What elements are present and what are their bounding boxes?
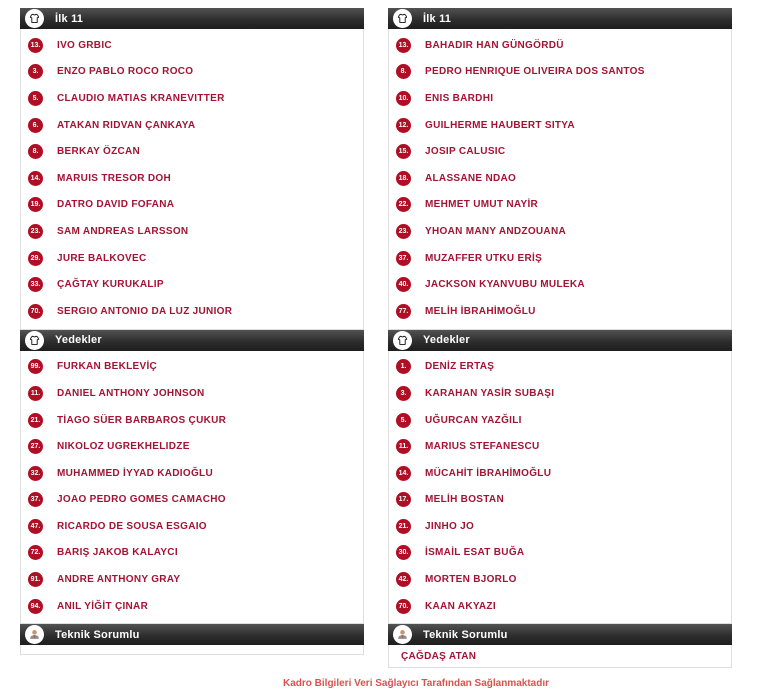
player-name: CLAUDIO MATIAS KRANEVITTER (57, 92, 225, 104)
player-number-badge: 21. (28, 413, 43, 428)
player-name: İSMAİL ESAT BUĞA (425, 547, 525, 559)
player-row[interactable] (21, 354, 363, 381)
player-row[interactable] (389, 192, 731, 219)
home-coach-header (20, 624, 364, 645)
player-number-badge: 13. (28, 38, 43, 53)
player-name: ANDRE ANTHONY GRAY (57, 574, 181, 586)
player-name: JURE BALKOVEC (57, 252, 147, 264)
lineup-columns (20, 8, 732, 668)
player-row[interactable] (389, 354, 731, 381)
player-row[interactable] (21, 593, 363, 620)
player-number-badge: 37. (28, 492, 43, 507)
player-number-badge: 37. (396, 251, 411, 266)
player-row[interactable] (389, 138, 731, 165)
player-row[interactable] (389, 460, 731, 487)
player-row[interactable] (21, 566, 363, 593)
player-number-badge: 14. (396, 466, 411, 481)
away-subs-header (388, 330, 732, 351)
player-name: KARAHAN YASİR SUBAŞI (425, 387, 555, 399)
home-coach-body (20, 645, 364, 655)
player-name: DENİZ ERTAŞ (425, 361, 495, 373)
player-number-badge: 72. (28, 545, 43, 560)
player-number-badge: 8. (28, 144, 43, 159)
player-number-badge: 10. (396, 91, 411, 106)
player-name: BAHADIR HAN GÜNGÖRDÜ (425, 39, 564, 51)
player-number-badge: 23. (28, 224, 43, 239)
player-row[interactable] (21, 192, 363, 219)
home-subs-list (20, 351, 364, 625)
player-name: RICARDO DE SOUSA ESGAIO (57, 520, 207, 532)
player-number-badge: 17. (396, 492, 411, 507)
footer-note: Kadro Bilgileri Veri Sağlayıcı Tarafından Sağlanmaktadır (283, 678, 550, 689)
player-number-badge: 21. (396, 519, 411, 534)
coach-name[interactable]: ÇAĞDAŞ ATAN (401, 650, 477, 662)
player-name: PEDRO HENRIQUE OLIVEIRA DOS SANTOS (425, 66, 645, 78)
player-number-badge: 5. (28, 91, 43, 106)
player-row[interactable] (389, 593, 731, 620)
player-name: MUZAFFER UTKU ERİŞ (425, 252, 543, 264)
section-title: Teknik Sorumlu (423, 628, 508, 641)
player-row[interactable] (21, 218, 363, 245)
player-name: KAAN AKYAZI (425, 600, 496, 612)
home-starting-header (20, 8, 364, 29)
section-title: Yedekler (55, 334, 102, 347)
away-starting-list (388, 29, 732, 330)
player-name: UĞURCAN YAZĞILI (425, 414, 522, 426)
player-row[interactable] (389, 85, 731, 112)
player-name: JOAO PEDRO GOMES CAMACHO (57, 494, 226, 506)
player-row[interactable] (389, 487, 731, 514)
player-row[interactable] (21, 298, 363, 325)
player-name: MEHMET UMUT NAYİR (425, 199, 539, 211)
section-title: İlk 11 (55, 12, 84, 25)
player-row[interactable] (21, 460, 363, 487)
player-row[interactable] (389, 407, 731, 434)
player-row[interactable] (389, 271, 731, 298)
player-number-badge: 5. (396, 413, 411, 428)
player-row[interactable] (389, 32, 731, 59)
player-row[interactable] (389, 380, 731, 407)
player-number-badge: 91. (28, 572, 43, 587)
player-number-badge: 12. (396, 118, 411, 133)
player-row[interactable] (389, 218, 731, 245)
player-row[interactable] (389, 540, 731, 567)
player-name: MUHAMMED İYYAD KADIOĞLU (57, 467, 213, 479)
player-row[interactable] (21, 85, 363, 112)
player-row[interactable] (21, 32, 363, 59)
player-name: TİAGO SÜER BARBAROS ÇUKUR (57, 414, 227, 426)
player-name: DANIEL ANTHONY JOHNSON (57, 387, 205, 399)
jersey-icon (25, 331, 44, 350)
coach-person-icon (25, 625, 44, 644)
player-row[interactable] (389, 165, 731, 192)
player-number-badge: 11. (28, 386, 43, 401)
player-name: JOSIP CALUSIC (425, 146, 506, 158)
player-row[interactable] (21, 59, 363, 86)
player-name: ALASSANE NDAO (425, 172, 517, 184)
player-number-badge: 33. (28, 277, 43, 292)
player-name: ENIS BARDHI (425, 92, 494, 104)
player-row[interactable] (21, 165, 363, 192)
player-name: ANIL YİĞİT ÇINAR (57, 600, 149, 612)
player-name: NIKOLOZ UGREKHELIDZE (57, 441, 190, 453)
player-name: ÇAĞTAY KURUKALIP (57, 279, 164, 291)
player-number-badge: 77. (396, 304, 411, 319)
player-name: JINHO JO (425, 520, 475, 532)
player-number-badge: 30. (396, 545, 411, 560)
player-number-badge: 22. (396, 197, 411, 212)
player-number-badge: 15. (396, 144, 411, 159)
player-number-badge: 23. (396, 224, 411, 239)
player-name: MÜCAHİT İBRAHİMOĞLU (425, 467, 552, 479)
player-number-badge: 11. (396, 439, 411, 454)
player-number-badge: 42. (396, 572, 411, 587)
player-number-badge: 3. (396, 386, 411, 401)
player-number-badge: 40. (396, 277, 411, 292)
home-subs-header (20, 330, 364, 351)
player-row[interactable] (389, 433, 731, 460)
player-number-badge: 18. (396, 171, 411, 186)
player-number-badge: 99. (28, 359, 43, 374)
player-row[interactable] (21, 407, 363, 434)
player-name: BERKAY ÖZCAN (57, 146, 141, 158)
player-name: GUILHERME HAUBERT SITYA (425, 119, 575, 131)
jersey-icon (393, 9, 412, 28)
player-row[interactable] (21, 112, 363, 139)
player-name: ATAKAN RIDVAN ÇANKAYA (57, 119, 196, 131)
player-row[interactable] (389, 245, 731, 272)
player-number-badge: 47. (28, 519, 43, 534)
away-coach-header (388, 624, 732, 645)
player-row[interactable] (21, 540, 363, 567)
player-number-badge: 8. (396, 64, 411, 79)
player-number-badge: 3. (28, 64, 43, 79)
home-team-lineup (20, 8, 364, 668)
player-name: MARUIS TRESOR DOH (57, 172, 171, 184)
home-starting-list (20, 29, 364, 330)
player-name: JACKSON KYANVUBU MULEKA (425, 279, 585, 291)
player-name: SAM ANDREAS LARSSON (57, 225, 189, 237)
player-row[interactable] (21, 513, 363, 540)
player-name: MARIUS STEFANESCU (425, 441, 540, 453)
player-number-badge: 27. (28, 439, 43, 454)
player-number-badge: 1. (396, 359, 411, 374)
away-subs-list (388, 351, 732, 625)
player-name: BARIŞ JAKOB KALAYCI (57, 547, 178, 559)
player-name: SERGIO ANTONIO DA LUZ JUNIOR (57, 305, 233, 317)
player-number-badge: 19. (28, 197, 43, 212)
player-row[interactable] (21, 380, 363, 407)
player-row[interactable] (21, 138, 363, 165)
player-row[interactable] (21, 271, 363, 298)
player-number-badge: 6. (28, 118, 43, 133)
jersey-icon (393, 331, 412, 350)
player-name: MELİH BOSTAN (425, 494, 504, 506)
player-name: DATRO DAVID FOFANA (57, 199, 175, 211)
jersey-icon (25, 9, 44, 28)
player-name: MELİH İBRAHİMOĞLU (425, 305, 536, 317)
player-number-badge: 14. (28, 171, 43, 186)
player-row[interactable] (389, 513, 731, 540)
away-starting-header (388, 8, 732, 29)
player-number-badge: 70. (396, 599, 411, 614)
player-number-badge: 29. (28, 251, 43, 266)
player-row[interactable] (389, 59, 731, 86)
player-row[interactable] (21, 245, 363, 272)
section-title: Teknik Sorumlu (55, 628, 140, 641)
player-row[interactable] (389, 112, 731, 139)
player-row[interactable] (389, 566, 731, 593)
player-row[interactable] (21, 487, 363, 514)
player-number-badge: 13. (396, 38, 411, 53)
player-name: ENZO PABLO ROCO ROCO (57, 66, 194, 78)
player-name: YHOAN MANY ANDZOUANA (425, 225, 566, 237)
player-name: FURKAN BEKLEVİÇ (57, 361, 158, 373)
section-title: İlk 11 (423, 12, 452, 25)
away-team-lineup (388, 8, 732, 668)
section-title: Yedekler (423, 334, 470, 347)
player-name: IVO GRBIC (57, 39, 112, 51)
player-name: MORTEN BJORLO (425, 574, 517, 586)
player-number-badge: 32. (28, 466, 43, 481)
away-coach-body (388, 645, 732, 668)
player-row[interactable] (21, 433, 363, 460)
player-row[interactable] (389, 298, 731, 325)
player-number-badge: 70. (28, 304, 43, 319)
player-number-badge: 94. (28, 599, 43, 614)
coach-person-icon (393, 625, 412, 644)
